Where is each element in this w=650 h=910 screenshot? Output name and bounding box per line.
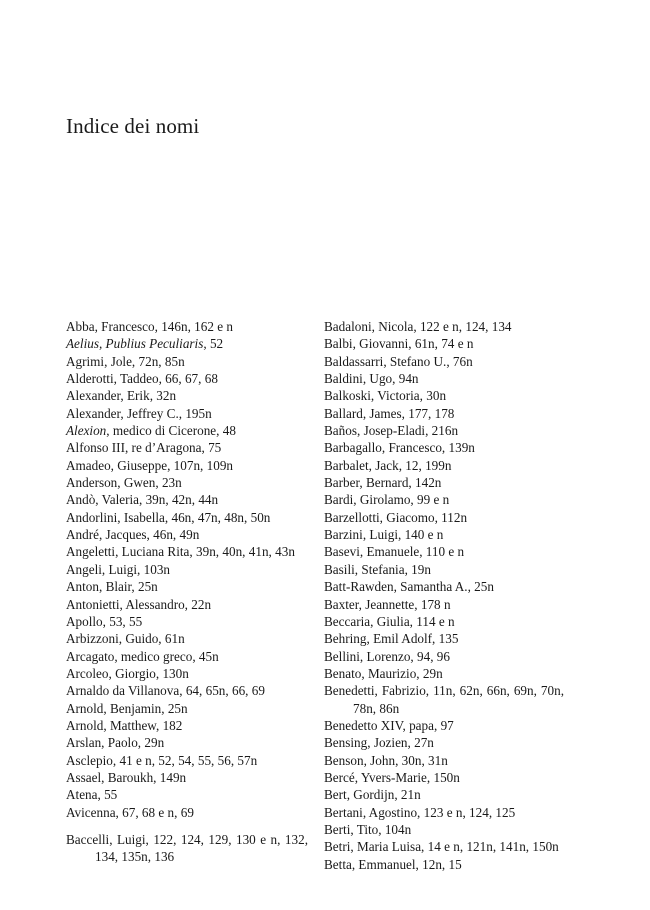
index-entry: Baldini, Ugo, 94n xyxy=(324,371,419,387)
index-entry: Asclepio, 41 e n, 52, 54, 55, 56, 57n xyxy=(66,752,258,768)
index-entry: Basevi, Emanuele, 110 e n xyxy=(324,544,465,560)
index-entry: Arcoleo, Giorgio, 130n xyxy=(66,665,189,681)
index-entry: Andorlini, Isabella, 46n, 47n, 48n, 50n xyxy=(66,509,271,525)
index-entry: Arnold, Benjamin, 25n xyxy=(66,700,188,716)
index-entry: Angeli, Luigi, 103n xyxy=(66,561,171,577)
index-entry: Betta, Emmanuel, 12n, 15 xyxy=(324,856,462,872)
index-entry: Balkoski, Victoria, 30n xyxy=(324,388,447,404)
index-entry: Balbi, Giovanni, 61n, 74 e n xyxy=(324,336,474,352)
index-entry: Barzellotti, Giacomo, 112n xyxy=(324,509,468,525)
index-entry: André, Jacques, 46n, 49n xyxy=(66,527,200,543)
index-entry: Arnaldo da Villanova, 64, 65n, 66, 69 xyxy=(66,683,265,699)
index-entry: Agrimi, Jole, 72n, 85n xyxy=(66,353,185,369)
index-entry: Barbagallo, Francesco, 139n xyxy=(324,440,475,456)
index-entry: Barber, Bernard, 142n xyxy=(324,475,442,491)
index-entry: Amadeo, Giuseppe, 107n, 109n xyxy=(66,457,234,473)
index-entry-italic: Aelius, Publius Peculiaris xyxy=(66,336,204,352)
index-entry-text: , 52 xyxy=(203,336,224,352)
index-entry: Batt-Rawden, Samantha A., 25n xyxy=(324,579,494,595)
index-entry: Apollo, 53, 55 xyxy=(66,613,143,629)
index-entry: Ballard, James, 177, 178 xyxy=(324,405,455,421)
index-entry: Benedetti, Fabrizio, 11n, 62n, 66n, 69n, 70n, 78n, 86n xyxy=(324,683,564,716)
index-entry: Alderotti, Taddeo, 66, 67, 68 xyxy=(66,371,218,387)
index-entry: Baldassarri, Stefano U., 76n xyxy=(324,353,473,369)
index-column-left xyxy=(66,318,308,866)
index-entry: Arnold, Matthew, 182 xyxy=(66,717,183,733)
index-entry-italic: Alexion xyxy=(66,423,107,439)
index-entry: Angeletti, Luciana Rita, 39n, 40n, 41n, 43n xyxy=(66,544,295,560)
index-entry: Bellini, Lorenzo, 94, 96 xyxy=(324,648,450,664)
index-entry: Arcagato, medico greco, 45n xyxy=(66,648,219,664)
index-entry: Avicenna, 67, 68 e n, 69 xyxy=(66,804,194,820)
index-entry: Betri, Maria Luisa, 14 e n, 121n, 141n, 150n xyxy=(324,839,559,855)
index-column-right xyxy=(324,318,564,873)
index-entry: Baños, Josep-Eladi, 216n xyxy=(324,423,459,439)
index-entry xyxy=(66,422,308,439)
index-entry: Barbalet, Jack, 12, 199n xyxy=(324,457,452,473)
index-entry: Barzini, Luigi, 140 e n xyxy=(324,527,444,543)
index-entry: Arslan, Paolo, 29n xyxy=(66,735,165,751)
index-entry-text: , medico di Cicerone, 48 xyxy=(106,423,236,439)
index-entry: Abba, Francesco, 146n, 162 e n xyxy=(66,319,234,334)
index-entry: Berti, Tito, 104n xyxy=(324,821,412,837)
index-entry: Bensing, Jozien, 27n xyxy=(324,735,434,751)
index-entry: Assael, Baroukh, 149n xyxy=(66,769,187,785)
index-entry: Beccaria, Giulia, 114 e n xyxy=(324,613,455,629)
index-entry: Bert, Gordijn, 21n xyxy=(324,787,421,803)
index-entry: Atena, 55 xyxy=(66,787,118,803)
index-entry: Andò, Valeria, 39n, 42n, 44n xyxy=(66,492,219,508)
page-title: Indice dei nomi xyxy=(66,114,200,138)
index-entry: Behring, Emil Adolf, 135 xyxy=(324,631,459,647)
index-entry: Alexander, Jeffrey C., 195n xyxy=(66,405,212,421)
index-entry: Bertani, Agostino, 123 e n, 124, 125 xyxy=(324,804,516,820)
index-entry: Anton, Blair, 25n xyxy=(66,579,158,595)
index-entry: Basili, Stefania, 19n xyxy=(324,561,431,577)
index-entry: Benedetto XIV, papa, 97 xyxy=(324,717,454,733)
index-entry: Alexander, Erik, 32n xyxy=(66,388,177,404)
index-entry: Antonietti, Alessandro, 22n xyxy=(66,596,212,612)
index-entry: Arbizzoni, Guido, 61n xyxy=(66,631,185,647)
index-entry: Baxter, Jeannette, 178 n xyxy=(324,596,451,612)
index-entry: Anderson, Gwen, 23n xyxy=(66,475,182,491)
index-entry: Alfonso III, re d’Aragona, 75 xyxy=(66,440,222,456)
index-entry: Baccelli, Luigi, 122, 124, 129, 130 e n, 132, 134, 135n, 136 xyxy=(66,831,308,865)
index-entry: Benato, Maurizio, 29n xyxy=(324,665,443,681)
index-entry: Badaloni, Nicola, 122 e n, 124, 134 xyxy=(324,319,512,334)
index-entry: Bercé, Yvers-Marie, 150n xyxy=(324,769,460,785)
index-entry: Benson, John, 30n, 31n xyxy=(324,752,448,768)
index-entry xyxy=(66,335,308,352)
index-entry: Bardi, Girolamo, 99 e n xyxy=(324,492,450,508)
